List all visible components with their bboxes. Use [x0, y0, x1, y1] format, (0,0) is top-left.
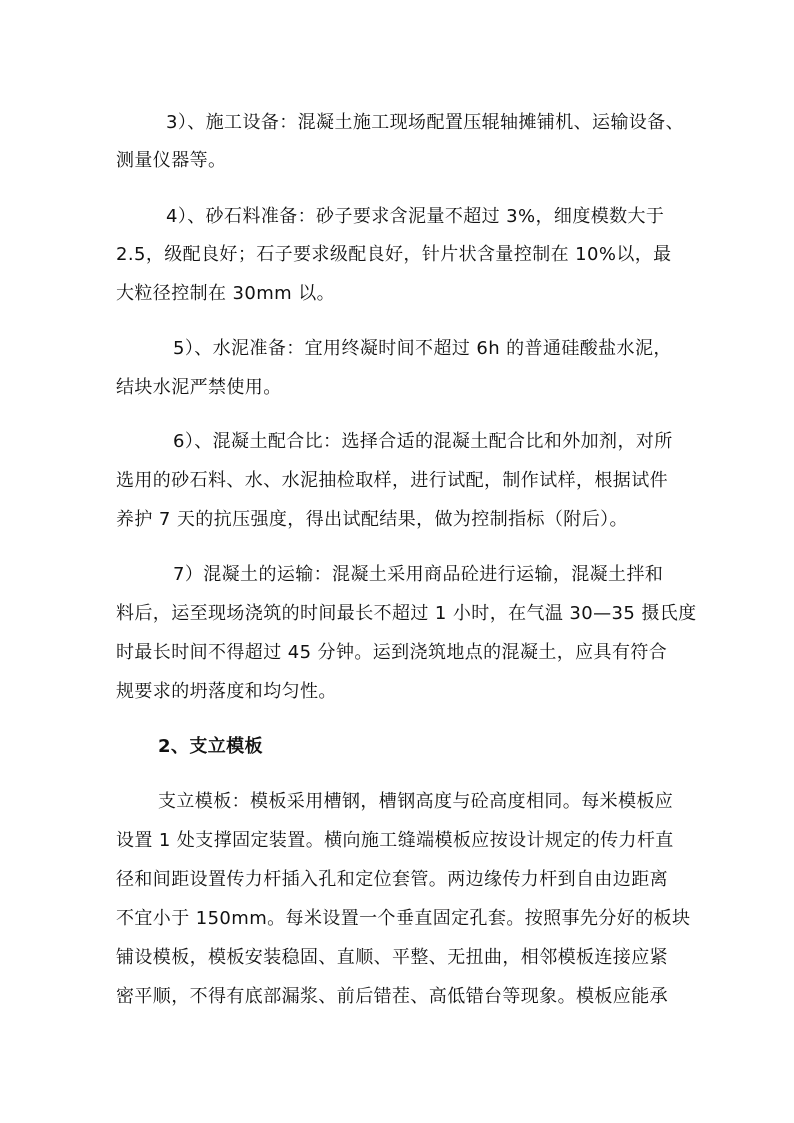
item3-line1: 3）、施工设备：混凝土施工现场配置压辊轴摊铺机、运输设备、 — [166, 112, 685, 133]
section2-line3: 径和间距设置传力杆插入孔和定位套管。两边缘传力杆到自由边距离 — [116, 869, 668, 890]
section2-line5: 铺设模板，模板安装稳固、直顺、平整、无扭曲，相邻模板连接应紧 — [116, 947, 668, 968]
item5-line2: 结块水泥严禁使用。 — [116, 377, 282, 398]
section2-line1: 支立模板：模板采用槽钢，槽钢高度与砼高度相同。每米模板应 — [158, 791, 674, 812]
section2-heading: 2、支立模板 — [158, 736, 263, 757]
item4-line3: 大粒径控制在 30mm 以。 — [116, 283, 336, 304]
item5-line1: 5）、水泥准备：宜用终凝时间不超过 6h 的普通硅酸盐水泥， — [173, 338, 672, 359]
section2-line2: 设置 1 处支撑固定装置。横向施工缝端模板应按设计规定的传力杆直 — [116, 830, 674, 851]
item4-line2: 2.5，级配良好；石子要求级配良好，针片状含量控制在 10%以，最 — [116, 244, 672, 265]
item6-line2: 选用的砂石料、水、水泥抽检取样，进行试配，制作试样，根据试件 — [116, 470, 668, 491]
section2-line4: 不宜小于 150mm。每米设置一个垂直固定孔套。按照事先分好的板块 — [116, 908, 691, 929]
item4-line1: 4）、砂石料准备：砂子要求含泥量不超过 3%，细度模数大于 — [166, 206, 665, 227]
item6-line1: 6）、混凝土配合比：选择合适的混凝土配合比和外加剂，对所 — [173, 431, 673, 452]
item7-line4: 规要求的坍落度和均匀性。 — [116, 681, 337, 702]
item7-line3: 时最长时间不得超过 45 分钟。运到浇筑地点的混凝土，应具有符合 — [116, 642, 668, 663]
item3-line2: 测量仪器等。 — [116, 150, 227, 171]
section2-line6: 密平顺，不得有底部漏浆、前后错茬、高低错台等现象。模板应能承 — [116, 986, 668, 1007]
item6-line3: 养护 7 天的抗压强度，得出试配结果，做为控制指标（附后）。 — [116, 509, 628, 530]
item7-line2: 料后，运至现场浇筑的时间最长不超过 1 小时，在气温 30—35 摄氏度 — [116, 603, 697, 624]
item7-line1: 7）混凝土的运输：混凝土采用商品砼进行运输，混凝土拌和 — [173, 564, 664, 585]
